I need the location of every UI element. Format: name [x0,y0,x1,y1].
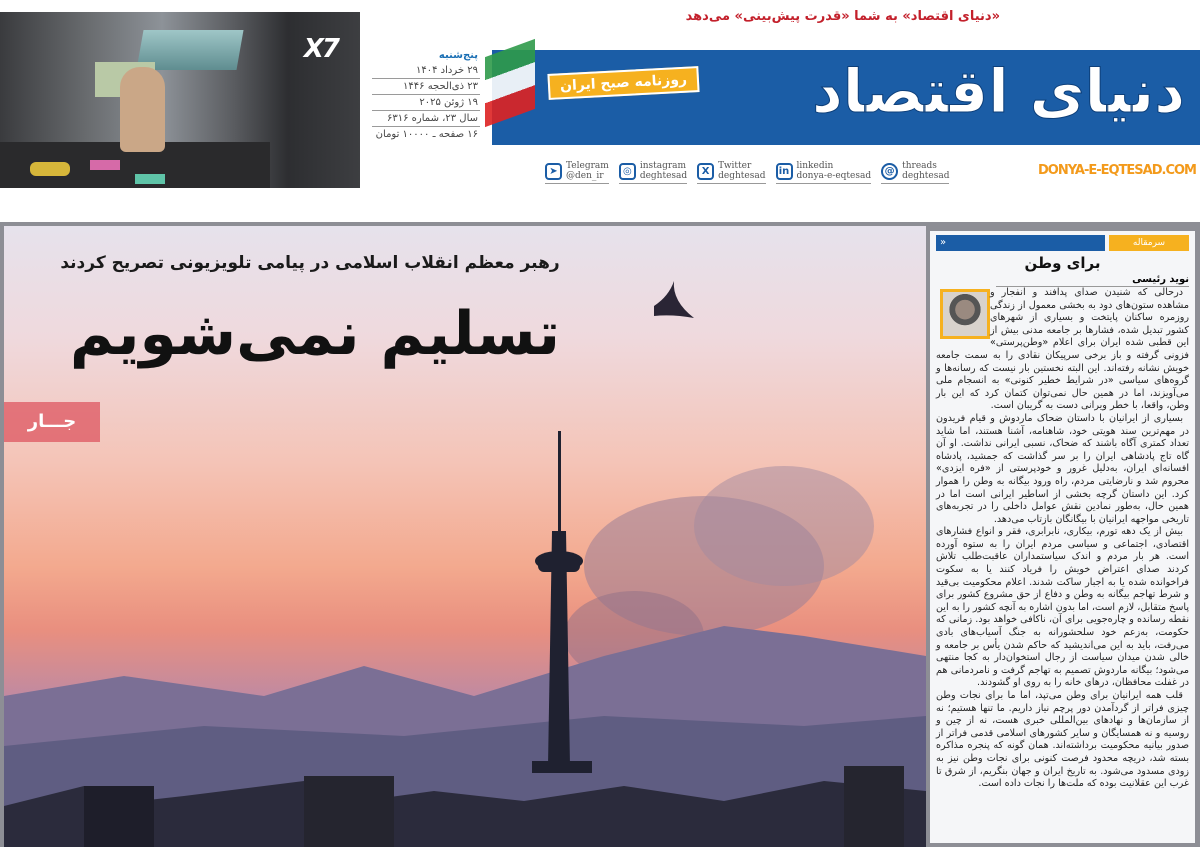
author-portrait [940,289,990,339]
newspaper-logo[interactable]: دنیای اقتصاد [811,62,1185,122]
social-name: instagram [639,161,687,171]
building [844,766,904,847]
social-name: threads [902,161,937,171]
editorial-title[interactable]: برای وطن [1024,254,1101,272]
weekday: پنج‌شنبه [438,50,478,61]
paragraph: درحالی که شنیدن صدای پدافند و انفجار و مشاهده ستون‌های دود به بخشی معمول از زندگی روزمره ساکنان پایتخت و بسیاری از شهرهای کشور تبدیل شده، فشارها بر جامعه مدنی بیش از این قطبی شده ایران برای اعلام «وطن‌پرستی» فزونی گرفته و باز برخی سرپیکان نقادی را به سمت جامعه خویش نشانه رفته‌اند. این البته نخستین بار نیست که رسانه‌ها و گروه‌های سیاسی «در شرایط خطیر کنونی» به انسجام ملی می‌آویزند، اما در همین حال نمی‌توان کتمان کرد که این بار وطن، واقعا، با خطر ویرانی دست به گریبان است. [936,287,1189,412]
social-links [545,160,949,184]
social-handle: deghtesad [718,171,766,181]
social-handle: @den_ir [566,171,604,181]
editorial-body [936,287,1189,791]
issue-number: سال ۲۳، شماره ۶۳۱۶ [372,111,480,127]
paragraph: قلب همه ایرانیان برای وطن می‌تپد، اما ما برای نجات وطن چیزی فراتر از گردآمدن دور پرچم نیاز داریم. ما تنها هستیم؛ نه از سازمان‌ها و نهادهای بین‌المللی خبری هست، نه از چین و روسیه و نه همسایگان و سایر کشورهای اسلامی قدمی فراتر از صدور بیانیه محکومیت برداشته‌اند. همان گونه که پنجره مذاکره بسته شد، دریچه محدود فرصت کنونی برای نجات وطن نیز به زودی مسدود می‌شود. به تاریخ ایران و جهان بنگریم، از شرق تا غرب این عقلانیت بوده که ملت‌ها را نجات داده است. [936,690,1189,790]
toy-car [30,162,70,176]
toy-blocks [90,160,120,170]
x-twitter-icon: X [697,163,714,180]
date-block [372,48,480,142]
social-twitter[interactable] [697,160,765,184]
solar-date: ۲۹ خرداد ۱۴۰۴ [372,63,480,79]
smoke-cloud [694,466,874,586]
pages-price: ۱۶ صفحه ـ ۱۰۰۰۰ تومان [375,129,478,140]
section-label: جـــار [4,402,100,442]
social-telegram[interactable] [545,160,609,184]
tagline: «دنیای اقتصاد» به شما «قدرت پیش‌بینی» می‌دهد [685,9,1000,24]
paragraph: بسیاری از ایرانیان با داستان ضحاک ماردوش و قیام فریدون در مهم‌ترین سند هویتی خود، شاهنامه، آشنا هستند، اما شاید تعداد کمتری آگاه باشند که ضحاک، نسبی ایرانی نداشت. او آن گاه تاج پادشاهی ایران را بر سر گذاشت که جمشید، پادشاه افسانه‌ای ایران، به‌دلیل غرور و خودپرستی از «فره ایزدی» محروم شد و نارضایتی مردم، راه ورود بیگانه به وطن را هموار کرد. این داستان گرچه بخشی از اساطیر ایرانی است اما در همین حال، به‌طور نمادین نقش عوامل داخلی را در تجربه‌های تاریخی مواجهه ایرانیان با بیگانگان بازتاب می‌دهد. [936,412,1189,525]
gregorian-date: ۱۹ ژوئن ۲۰۲۵ [372,95,480,111]
paragraph: بیش از یک دهه تورم، بیکاری، نابرابری، فقر و انواع فشارهای اقتصادی، اجتماعی و سیاسی مردم ایران را به ستوه آورده است. هر بار مردم و اندک سیاستمداران عاقبت‌طلب تلاش کردند صدای اعتراض خویش را فریاد کنند یا به سکوت فراخوانده شده یا به اجبار ساکت شدند. اعلام محکومیت بی‌قید و شرط تهاجم بیگانه به وطن و دفاع از حق مشروع کشور برای پاسخ متقابل، لازم است، اما بدون اشاره به آنچه کشور را به این نقطه رسانده و چاره‌جویی برای آن، ناکافی خواهد بود. زمانی که حکومت، به‌زعم خود سلحشورانه به جنگ آسیاب‌های بادی می‌رفت، باید به این می‌اندیشید که حاکم شدن یأس بر جامعه و خالی شدن میدان سیاست از رجال استخوان‌دار به کجا منتهی می‌شود؛ بیگانه ماردوش تصمیم به تهاجم گرفت و نامردمانی هم در غفلت محافظان، درهای خانه را به روی او گشودند. [936,526,1189,689]
car-advertisement[interactable] [0,12,360,188]
editorial-column [930,231,1195,843]
slogan-badge: روزنامه صبح ایران [547,66,699,100]
social-name: Telegram [566,161,609,171]
ad-brand-logo: X7 [303,34,338,64]
girl-figure [120,67,165,152]
social-threads[interactable] [881,160,949,184]
author-name: نوید رئیسی [996,274,1189,287]
section-label: سرمقاله [1109,235,1189,251]
social-instagram[interactable] [619,160,687,184]
linkedin-icon: in [776,163,793,180]
toy-blocks [135,174,165,184]
chevrons-icon: « [936,235,1105,251]
telegram-icon: ➤ [545,163,562,180]
social-name: Twitter [718,161,752,171]
editorial-header [936,235,1189,251]
main-headline[interactable]: تسلیم نمی‌شویم [69,299,561,369]
social-linkedin[interactable] [776,160,872,184]
bird [654,281,694,318]
building [84,786,154,847]
headline-kicker: رهبر معظم انقلاب اسلامی در پیامی تلویزیونی تصریح کردند [60,253,560,273]
social-name: linkedin [796,161,834,171]
social-handle: deghtesad [902,171,950,181]
social-handle: deghtesad [639,171,688,181]
social-handle: donya-e-eqtesad [796,171,872,181]
lunar-date: ۲۳ ذی‌الحجه ۱۴۴۶ [372,79,480,95]
website-link[interactable]: DONYA-E-EQTESAD.COM [1038,163,1196,178]
instagram-icon: ◎ [619,163,636,180]
building [304,776,394,847]
threads-icon: @ [881,163,898,180]
